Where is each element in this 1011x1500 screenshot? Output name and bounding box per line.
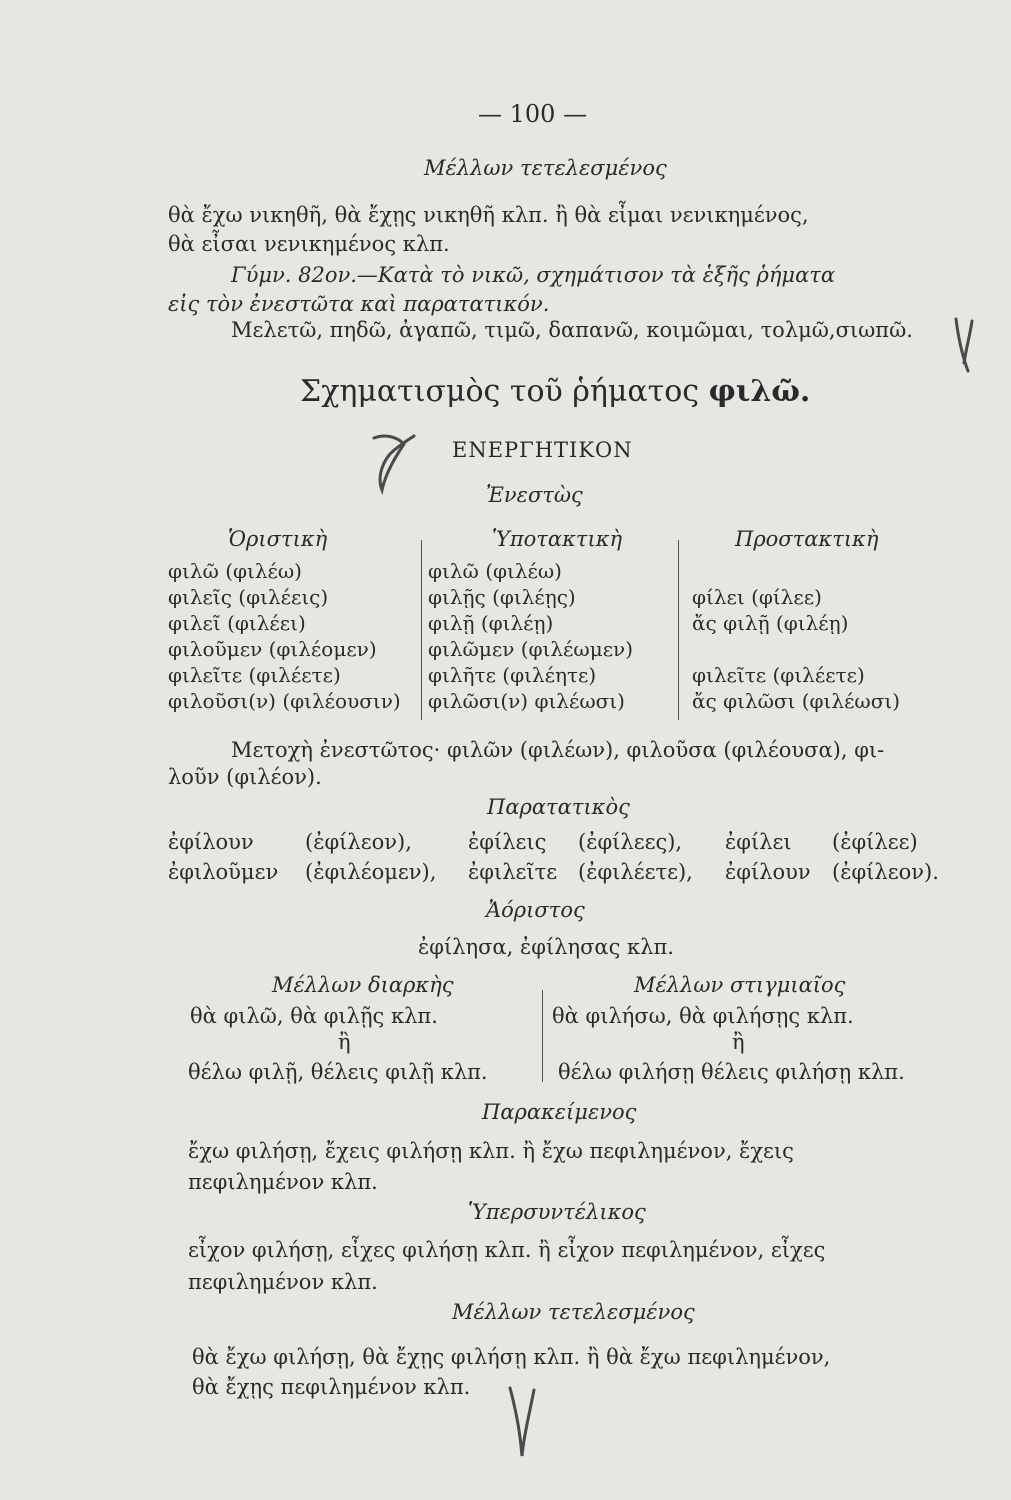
participle-line: λοῦν (φιλέον).	[168, 765, 322, 789]
main-title-verb: φιλῶ.	[708, 374, 811, 409]
imperfect-form: (ἐφίλεε)	[832, 830, 918, 854]
pluperfect-line: πεφιλημένον κλπ.	[188, 1270, 378, 1294]
exercise-line: Γύμν. 82ον.—Κατὰ τὸ νικῶ, σχημάτισον τὰ ἑξῆς ῥήματα	[231, 263, 836, 287]
main-title	[300, 374, 810, 409]
future-perfect-line: θὰ ἔχῃς πεφιλημένον κλπ.	[192, 1375, 471, 1399]
column-divider	[678, 540, 679, 720]
conjugation-row: φιλοῦσι(ν) (φιλέουσιν)	[168, 689, 401, 713]
conjugation-row: φιλῶ (φιλέω)	[428, 559, 562, 583]
conjugation-row: φίλει (φίλεε)	[692, 585, 822, 609]
imperfect-form: ἐφίλεις	[468, 830, 547, 854]
handwritten-mark	[502, 1380, 542, 1460]
conjugation-row: φιλῇ (φιλέῃ)	[428, 611, 554, 635]
future-simple-line: θέλω φιλήσῃ θέλεις φιλήσῃ κλπ.	[558, 1060, 905, 1084]
column-divider	[421, 540, 422, 720]
subjunctive-column	[428, 558, 633, 714]
aorist-heading: Ἀόριστος	[486, 898, 585, 922]
text-line: θὰ ἔχω νικηθῆ, θὰ ἔχῃς νικηθῆ κλπ. ἢ θὰ εἶμαι νενικημένος,	[168, 203, 809, 227]
perfect-heading: Παρακείμενος	[482, 1100, 637, 1124]
text-line: θὰ εἶσαι νενικημένος κλπ.	[168, 232, 450, 256]
active-voice-heading: ΕΝΕΡΓΗΤΙΚΟΝ	[452, 438, 633, 462]
future-simple-or: ἢ	[732, 1030, 745, 1054]
imperfect-form: ἐφίλει	[725, 830, 792, 854]
perfect-line: ἔχω φιλήσῃ, ἔχεις φιλήσῃ κλπ. ἢ ἔχω πεφιλημένον, ἔχεις	[188, 1139, 794, 1163]
conjugation-row: φιλῶσι(ν) φιλέωσι)	[428, 689, 625, 713]
future-simple-heading: Μέλλων στιγμιαῖος	[634, 973, 846, 997]
imperfect-form: ἐφιλοῦμεν	[168, 860, 279, 884]
future-continuous-heading: Μέλλων διαρκὴς	[272, 973, 454, 997]
exercise-line: εἰς τὸν ἐνεστῶτα καὶ παρατατικόν.	[168, 292, 550, 316]
conjugation-row	[692, 636, 900, 662]
imperfect-form: (ἐφίλεες),	[578, 830, 683, 854]
imperative-title: Προστακτικὴ	[735, 527, 879, 551]
conjugation-row: φιλῶ (φιλέω)	[168, 559, 302, 583]
future-continuous-or: ἢ	[338, 1030, 351, 1054]
imperfect-form: ἐφίλουν	[168, 830, 254, 854]
imperfect-form: ἐφίλουν	[725, 860, 811, 884]
imperfect-form: (ἐφιλέομεν),	[305, 860, 437, 884]
aorist-line: ἐφίλησα, ἐφίλησας κλπ.	[418, 935, 674, 959]
conjugation-row	[692, 558, 900, 584]
exercise-verbs: Μελετῶ, πηδῶ, ἀγαπῶ, τιμῶ, δαπανῶ, κοιμῶμαι, τολμῶ,σιωπῶ.	[231, 318, 913, 342]
imperative-column	[692, 558, 900, 714]
imperfect-heading: Παρατατικὸς	[487, 795, 630, 819]
imperfect-form: (ἐφίλεον).	[832, 860, 939, 884]
future-continuous-line: θὰ φιλῶ, θὰ φιλῇς κλπ.	[190, 1004, 438, 1028]
future-continuous-line: θέλω φιλῇ, θέλεις φιλῇ κλπ.	[188, 1060, 488, 1084]
conjugation-row: φιλεῖτε (φιλέετε)	[168, 663, 341, 687]
conjugation-row: φιλεῖ (φιλέει)	[168, 611, 306, 635]
present-tense-heading: Ἐνεστὼς	[486, 483, 583, 507]
future-simple-line: θὰ φιλήσω, θὰ φιλήσῃς κλπ.	[552, 1004, 854, 1028]
main-title-text: Σχηματισμὸς τοῦ ῥήματος	[300, 374, 700, 409]
perfect-line: πεφιλημένον κλπ.	[188, 1170, 378, 1194]
page-number: — 100 —	[478, 100, 588, 128]
conjugation-row: φιλοῦμεν (φιλέομεν)	[168, 637, 377, 661]
pluperfect-line: εἶχον φιλήσῃ, εἶχες φιλήσῃ κλπ. ἢ εἶχον πεφιλημένον, εἶχες	[188, 1238, 826, 1262]
future-perfect-heading: Μέλλων τετελεσμένος	[452, 1300, 695, 1324]
conjugation-row: φιλῶμεν (φιλέωμεν)	[428, 637, 634, 661]
conjugation-row: φιλεῖς (φιλέεις)	[168, 585, 329, 609]
column-divider	[542, 990, 543, 1082]
conjugation-row: φιλῆτε (φιλέητε)	[428, 663, 597, 687]
conjugation-row: φιλεῖτε (φιλέετε)	[692, 663, 865, 687]
section-heading-future-perfect-1: Μέλλων τετελεσμένος	[424, 156, 667, 180]
pluperfect-heading: Ὑπερσυντέλικος	[468, 1200, 646, 1224]
imperfect-form: (ἐφιλέετε),	[578, 860, 693, 884]
indicative-column	[168, 558, 401, 714]
handwritten-mark	[368, 430, 418, 500]
imperfect-form: (ἐφίλεον),	[305, 830, 412, 854]
indicative-title: Ὁριστικὴ	[228, 527, 328, 551]
imperfect-form: ἐφιλεῖτε	[468, 860, 558, 884]
future-perfect-line: θὰ ἔχω φιλήσῃ, θὰ ἔχῃς φιλήσῃ κλπ. ἢ θὰ ἔχω πεφιλημένον,	[192, 1345, 831, 1369]
subjunctive-title: Ὑποτακτικὴ	[492, 527, 623, 551]
conjugation-row: ἄς φιλῇ (φιλέῃ)	[692, 611, 849, 635]
conjugation-row: φιλῇς (φιλέῃς)	[428, 585, 576, 609]
handwritten-mark	[950, 315, 978, 375]
participle-line: Μετοχὴ ἐνεστῶτος· φιλῶν (φιλέων), φιλοῦσα (φιλέουσα), φι-	[231, 738, 885, 762]
conjugation-row: ἄς φιλῶσι (φιλέωσι)	[692, 689, 901, 713]
